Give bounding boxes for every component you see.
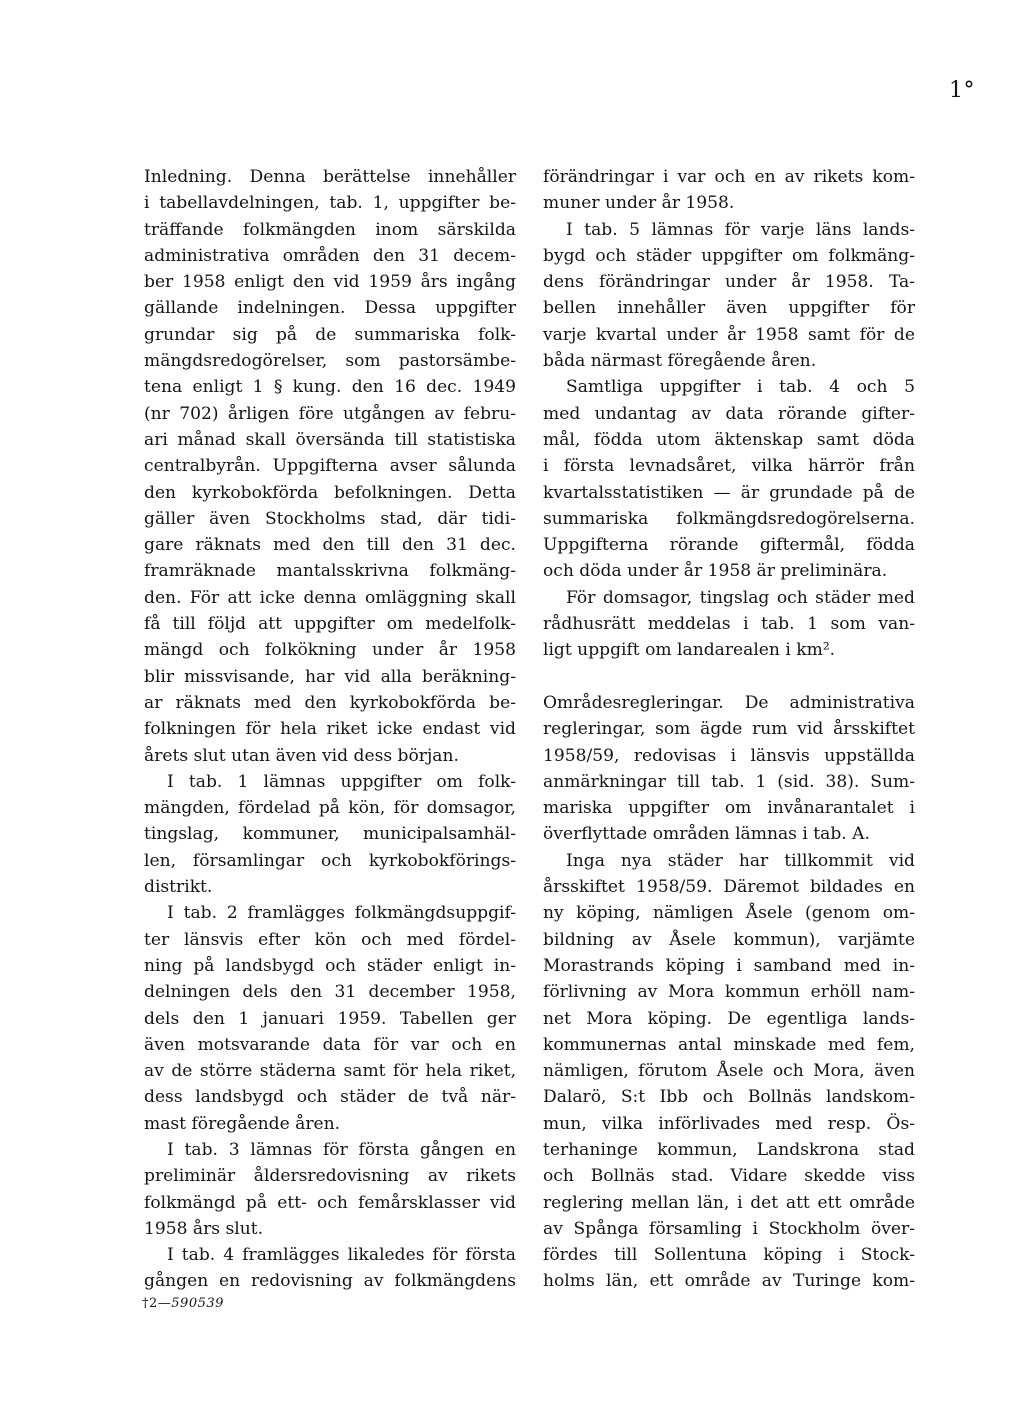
- text-line: gången en redovisning av folkmängdens: [144, 1271, 516, 1292]
- text-line: Uppgifterna rörande giftermål, födda: [543, 535, 915, 556]
- left-column: [144, 164, 516, 1295]
- text-line: Områdesregleringar. De administrativa: [543, 692, 915, 713]
- text-line: För domsagor, tingslag och städer med: [566, 587, 915, 608]
- text-line: reglering mellan län, i det att ett område: [543, 1192, 915, 1213]
- paragraph-gap: [543, 664, 915, 690]
- text-line: I tab. 5 lämnas för varje läns lands-: [566, 219, 915, 240]
- text-line: dels den 1 januari 1959. Tabellen ger: [144, 1008, 516, 1029]
- text-line: ber 1958 enligt den vid 1959 års ingång: [144, 272, 516, 293]
- text-line: centralbyrån. Uppgifterna avser sålunda: [144, 456, 516, 477]
- text-line: len, församlingar och kyrkobokförings-: [144, 850, 516, 871]
- text-line: terhaninge kommun, Landskrona stad: [543, 1139, 915, 1160]
- text-line: (nr 702) årligen före utgången av febru-: [144, 403, 516, 424]
- text-line: ter länsvis efter kön och med fördel-: [144, 929, 516, 950]
- text-line: bellen innehåller även uppgifter för: [543, 298, 915, 319]
- text-line: summariska folkmängdsredogörelserna.: [543, 508, 915, 529]
- text-line: och Bollnäs stad. Vidare skedde viss: [543, 1166, 915, 1187]
- right-column: [543, 164, 915, 1295]
- text-line: med undantag av data rörande gifter-: [543, 403, 915, 424]
- text-line: den. För att icke denna omläggning skall: [144, 587, 516, 608]
- text-line: ar räknats med den kyrkobokförda be-: [144, 692, 516, 713]
- text-line: regleringar, som ägde rum vid årsskiftet: [543, 719, 915, 740]
- text-line: varje kvartal under år 1958 samt för de: [543, 324, 915, 345]
- text-line: I tab. 4 framlägges likaledes för första: [167, 1245, 516, 1266]
- text-line: blir missvisande, har vid alla beräkning-: [144, 666, 516, 687]
- text-line: rådhusrätt meddelas i tab. 1 som van-: [543, 614, 915, 635]
- text-line: träffande folkmängden inom särskilda: [144, 219, 516, 240]
- text-line: holms län, ett område av Turinge kom-: [543, 1271, 915, 1292]
- text-line: och döda under år 1958 är preliminära.: [543, 561, 888, 582]
- text-line: gällande indelningen. Dessa uppgifter: [144, 298, 516, 319]
- text-line: av de större städerna samt för hela riket,: [144, 1061, 516, 1082]
- text-line: av Spånga församling i Stockholm över-: [543, 1218, 915, 1239]
- footer-mark: †2—: [142, 1296, 172, 1311]
- text-line: muner under år 1958.: [543, 193, 735, 214]
- text-line: bygd och städer uppgifter om folkmäng-: [543, 245, 915, 266]
- text-line: delningen dels den 31 december 1958,: [144, 982, 516, 1003]
- text-line: Morastrands köping i samband med in-: [543, 955, 915, 976]
- text-line: mängd och folkökning under år 1958: [144, 640, 516, 661]
- text-line: folkmängd på ett- och femårsklasser vid: [144, 1192, 516, 1213]
- text-line: mariska uppgifter om invånarantalet i: [543, 798, 915, 819]
- text-line: överflyttade områden lämnas i tab. A.: [543, 824, 870, 845]
- text-line: nämligen, förutom Åsele och Mora, även: [543, 1061, 915, 1082]
- text-line: anmärkningar till tab. 1 (sid. 38). Sum-: [543, 771, 915, 792]
- text-line: den kyrkobokförda befolkningen. Detta: [144, 482, 516, 503]
- text-line: distrikt.: [144, 877, 213, 898]
- text-line: ligt uppgift om landarealen i km².: [543, 640, 836, 661]
- text-line: preliminär åldersredovisning av rikets: [144, 1166, 516, 1187]
- text-line: mun, vilka införlivades med resp. Ös-: [543, 1113, 915, 1134]
- printer-footer: [142, 1296, 224, 1311]
- text-line: grundar sig på de summariska folk-: [144, 324, 516, 345]
- text-line: I tab. 3 lämnas för första gången en: [167, 1139, 516, 1160]
- text-line: net Mora köping. De egentliga lands-: [543, 1008, 915, 1029]
- text-line: kvartalsstatistiken — är grundade på de: [543, 482, 915, 503]
- text-line: Inledning. Denna berättelse innehåller: [144, 167, 516, 187]
- text-line: mast föregående åren.: [144, 1113, 341, 1134]
- text-line: mängdsredogörelser, som pastorsämbe-: [144, 351, 516, 372]
- text-line: 1958 års slut.: [144, 1218, 264, 1239]
- text-line: mängden, fördelad på kön, för domsagor,: [144, 798, 516, 819]
- text-line: ning på landsbygd och städer enligt in-: [144, 955, 516, 976]
- text-line: tingslag, kommuner, municipalsamhäl-: [144, 824, 516, 845]
- text-line: Samtliga uppgifter i tab. 4 och 5: [566, 377, 915, 398]
- text-line: fördes till Sollentuna köping i Stock-: [543, 1245, 915, 1266]
- text-line: förlivning av Mora kommun erhöll nam-: [543, 982, 915, 1003]
- footer-code: 590539: [171, 1296, 224, 1311]
- text-line: få till följd att uppgifter om medelfolk-: [144, 614, 516, 635]
- text-line: ari månad skall översända till statistiska: [144, 429, 516, 450]
- text-line: mål, födda utom äktenskap samt döda: [543, 429, 915, 450]
- text-line: 1958/59, redovisas i länsvis uppställda: [543, 745, 915, 766]
- text-line: gäller även Stockholms stad, där tidi-: [144, 508, 516, 529]
- text-line: ny köping, nämligen Åsele (genom om-: [543, 903, 915, 924]
- text-line: dess landsbygd och städer de två när-: [144, 1087, 516, 1108]
- text-line: framräknade mantalsskrivna folkmäng-: [144, 561, 516, 582]
- text-line: I tab. 2 framlägges folkmängdsuppgif-: [167, 903, 516, 924]
- text-line: folkningen för hela riket icke endast vid: [144, 719, 516, 740]
- page-number: 1°: [949, 78, 975, 103]
- text-line: Inga nya städer har tillkommit vid: [566, 850, 915, 871]
- text-line: i tabellavdelningen, tab. 1, uppgifter be-: [144, 193, 516, 214]
- text-line: administrativa områden den 31 decem-: [144, 245, 516, 266]
- text-line: gare räknats med den till den 31 dec.: [144, 535, 516, 556]
- text-line: i första levnadsåret, vilka härrör från: [543, 456, 915, 477]
- text-line: I tab. 1 lämnas uppgifter om folk-: [167, 771, 516, 792]
- text-line: bildning av Åsele kommun), varjämte: [543, 929, 915, 950]
- text-line: Dalarö, S:t Ibb och Bollnäs landskom-: [543, 1087, 915, 1108]
- text-line: dens förändringar under år 1958. Ta-: [543, 272, 915, 293]
- text-line: kommunernas antal minskade med fem,: [543, 1034, 915, 1055]
- text-line: tena enligt 1 § kung. den 16 dec. 1949: [144, 377, 516, 398]
- text-line: även motsvarande data för var och en: [144, 1034, 516, 1055]
- text-line: årsskiftet 1958/59. Däremot bildades en: [543, 877, 915, 898]
- text-line: båda närmast föregående åren.: [543, 351, 817, 372]
- text-line: årets slut utan även vid dess början.: [144, 745, 459, 766]
- text-line: förändringar i var och en av rikets kom-: [543, 167, 915, 187]
